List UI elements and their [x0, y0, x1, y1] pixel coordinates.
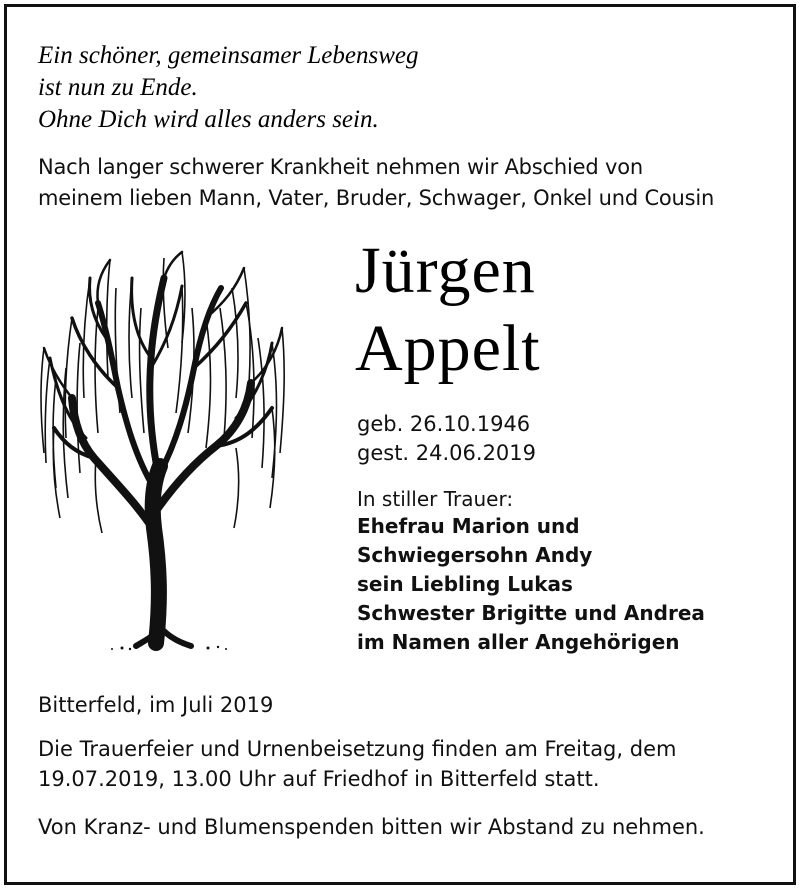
deceased-first-name: Jürgen — [355, 234, 536, 307]
poem-line: ist nun zu Ende. — [38, 74, 198, 101]
life-dates — [357, 410, 536, 468]
weeping-willow-tree-icon — [36, 248, 286, 653]
intro-line: meinem lieben Mann, Vater, Bruder, Schwager, Onkel und Cousin — [38, 186, 715, 210]
intro-text — [38, 152, 714, 214]
poem-line: Ohne Dich wird alles anders sein. — [38, 106, 379, 133]
ceremony-info — [38, 734, 676, 794]
mourners-list — [357, 512, 705, 657]
death-date: gest. 24.06.2019 — [357, 441, 537, 465]
mourner-line: Schwester Brigitte und Andrea — [357, 601, 705, 625]
mourner-line: Schwiegersohn Andy — [357, 543, 593, 567]
mourner-line: Ehefrau Marion und — [357, 514, 580, 538]
ceremony-line: 19.07.2019, 13.00 Uhr auf Friedhof in Bitterfeld statt. — [38, 767, 600, 791]
poem-line: Ein schöner, gemeinsamer Lebensweg — [38, 42, 419, 69]
intro-line: Nach langer schwerer Krankheit nehmen wir Abschied von — [38, 155, 643, 179]
mourning-heading: In stiller Trauer: — [357, 487, 514, 511]
poem — [38, 40, 419, 136]
ceremony-line: Die Trauerfeier und Urnenbeisetzung finden am Freitag, dem — [38, 737, 677, 761]
mourner-line: im Namen aller Angehörigen — [357, 630, 680, 654]
place-date: Bitterfeld, im Juli 2019 — [38, 693, 274, 717]
birth-date: geb. 26.10.1946 — [357, 412, 531, 436]
deceased-last-name: Appelt — [355, 312, 541, 385]
donation-request: Von Kranz- und Blumenspenden bitten wir Abstand zu nehmen. — [38, 815, 705, 839]
mourner-line: sein Liebling Lukas — [357, 572, 573, 596]
